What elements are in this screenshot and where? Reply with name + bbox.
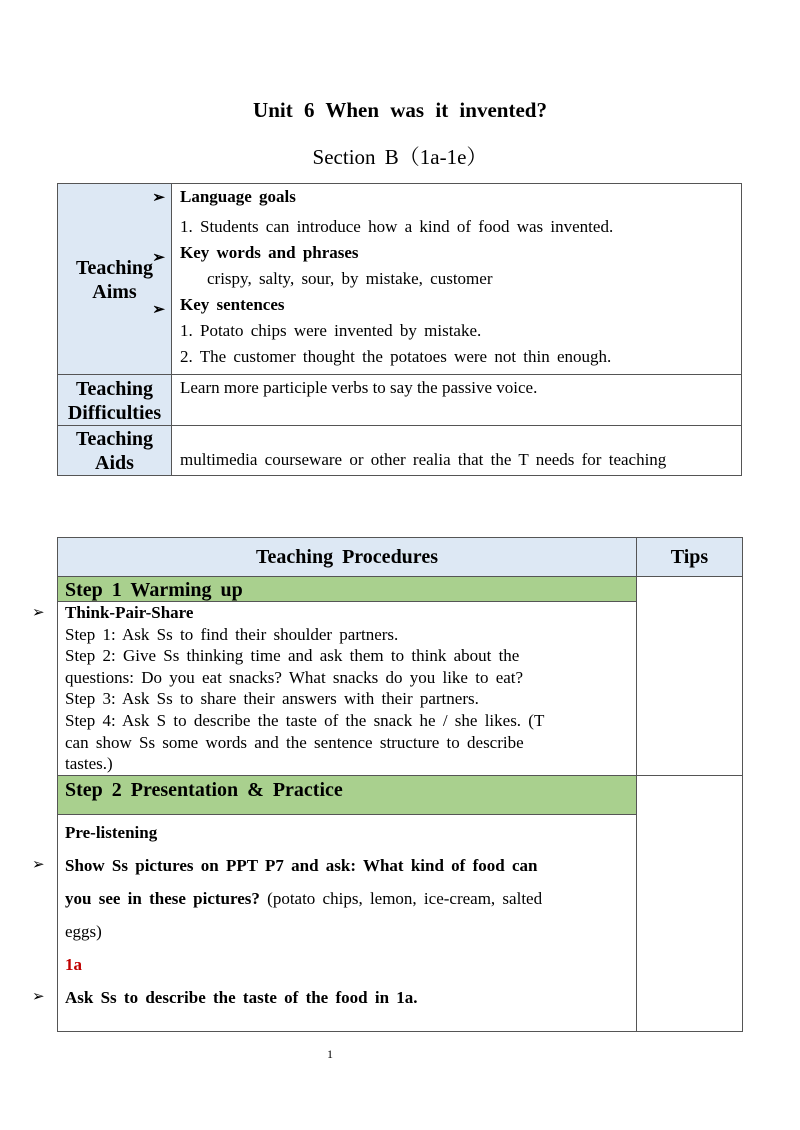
step2-body (32, 815, 636, 1014)
teaching-aids-label-line1: Teaching (75, 428, 154, 450)
language-goals-item: 1. Students can introduce how a kind of food was invented. (180, 217, 614, 236)
page-number: 1 (327, 1047, 333, 1061)
activity-1a-task: Ask Ss to describe the taste of the food in 1a. (65, 987, 418, 1007)
teaching-aims-label (58, 184, 172, 375)
teaching-difficulties-content: Learn more participle verbs to say the passive voice. (172, 375, 742, 426)
teaching-aids-label-line2: Aids (95, 452, 134, 474)
teaching-difficulties-label-line2: Difficulties (67, 402, 162, 424)
key-sentence-item: 2. The customer thought the potatoes were not thin enough. (180, 347, 612, 366)
step1-tips-cell (637, 577, 743, 776)
teaching-aims-label-line1: Teaching (75, 257, 154, 279)
step1-line: Step 1: Ask Ss to find their shoulder partners. (65, 624, 399, 644)
bullet-arrow-icon: ➢ (32, 856, 45, 873)
step1-line: Step 3: Ask Ss to share their answers with their partners. (65, 689, 479, 709)
step2-question-line: Show Ss pictures on PPT P7 and ask: What kind of food can (65, 855, 538, 875)
step1-line: tastes.) (65, 754, 113, 774)
activity-1a-label: 1a (65, 954, 82, 974)
teaching-difficulties-label (58, 375, 172, 426)
key-sentences-heading: Key sentences (180, 295, 285, 314)
teaching-aids-label (58, 426, 172, 476)
bullet-arrow-icon: ➢ (32, 988, 45, 1005)
key-words-heading: Key words and phrases (180, 243, 359, 262)
step1-line: questions: Do you eat snacks? What snacks do you like to eat? (65, 667, 524, 687)
teaching-procedures-table (32, 537, 743, 1032)
teaching-aims-content (172, 184, 742, 375)
procedures-column-header: Teaching Procedures (58, 538, 637, 577)
step2-question-line (65, 882, 628, 915)
step2-question-answer: (potato chips, lemon, ice-cream, salted (259, 888, 543, 908)
step1-row (58, 577, 743, 776)
procedures-header-row (58, 538, 743, 577)
teaching-aims-row (58, 184, 742, 375)
step1-title: Step 1 Warming up (58, 577, 636, 602)
document-subtitle: Section B（1a-1e） (312, 145, 488, 169)
step1-line: can show Ss some words and the sentence structure to describe (65, 732, 524, 752)
document-title: Unit 6 When was it invented? (253, 98, 547, 122)
tips-column-header: Tips (637, 538, 743, 577)
bullet-arrow-icon: ➢ (152, 190, 165, 206)
step2-row (58, 775, 743, 1031)
step2-title: Step 2 Presentation & Practice (58, 776, 636, 815)
bullet-arrow-icon: ➢ (32, 605, 45, 621)
step2-cell (32, 775, 637, 1031)
step2-question-bold: you see in these pictures? (65, 888, 260, 908)
teaching-aids-content: multimedia courseware or other realia that the T needs for teaching (172, 426, 742, 476)
language-goals-heading: Language goals (180, 187, 296, 206)
teaching-aims-label-line2: Aims (92, 281, 137, 303)
step1-line: Step 2: Give Ss thinking time and ask them to think about the (65, 646, 520, 666)
teaching-difficulties-row (58, 375, 742, 426)
pre-listening-heading: Pre-listening (65, 822, 158, 842)
teaching-difficulties-label-line1: Teaching (75, 378, 154, 400)
bullet-arrow-icon: ➢ (152, 302, 165, 318)
lesson-info-table (57, 183, 742, 476)
step1-line: Step 4: Ask S to describe the taste of the snack he / she likes. (T (65, 710, 545, 730)
step1-body (32, 602, 636, 775)
step2-tips-cell (637, 775, 743, 1031)
teaching-aids-row (58, 426, 742, 476)
bullet-arrow-icon: ➢ (152, 250, 165, 266)
step1-cell (32, 577, 637, 776)
step2-question-line: eggs) (65, 921, 102, 941)
step1-activity-name: Think-Pair-Share (65, 603, 194, 622)
key-sentence-item: 1. Potato chips were invented by mistake. (180, 321, 482, 340)
key-words-list: crispy, salty, sour, by mistake, customer (207, 269, 493, 288)
